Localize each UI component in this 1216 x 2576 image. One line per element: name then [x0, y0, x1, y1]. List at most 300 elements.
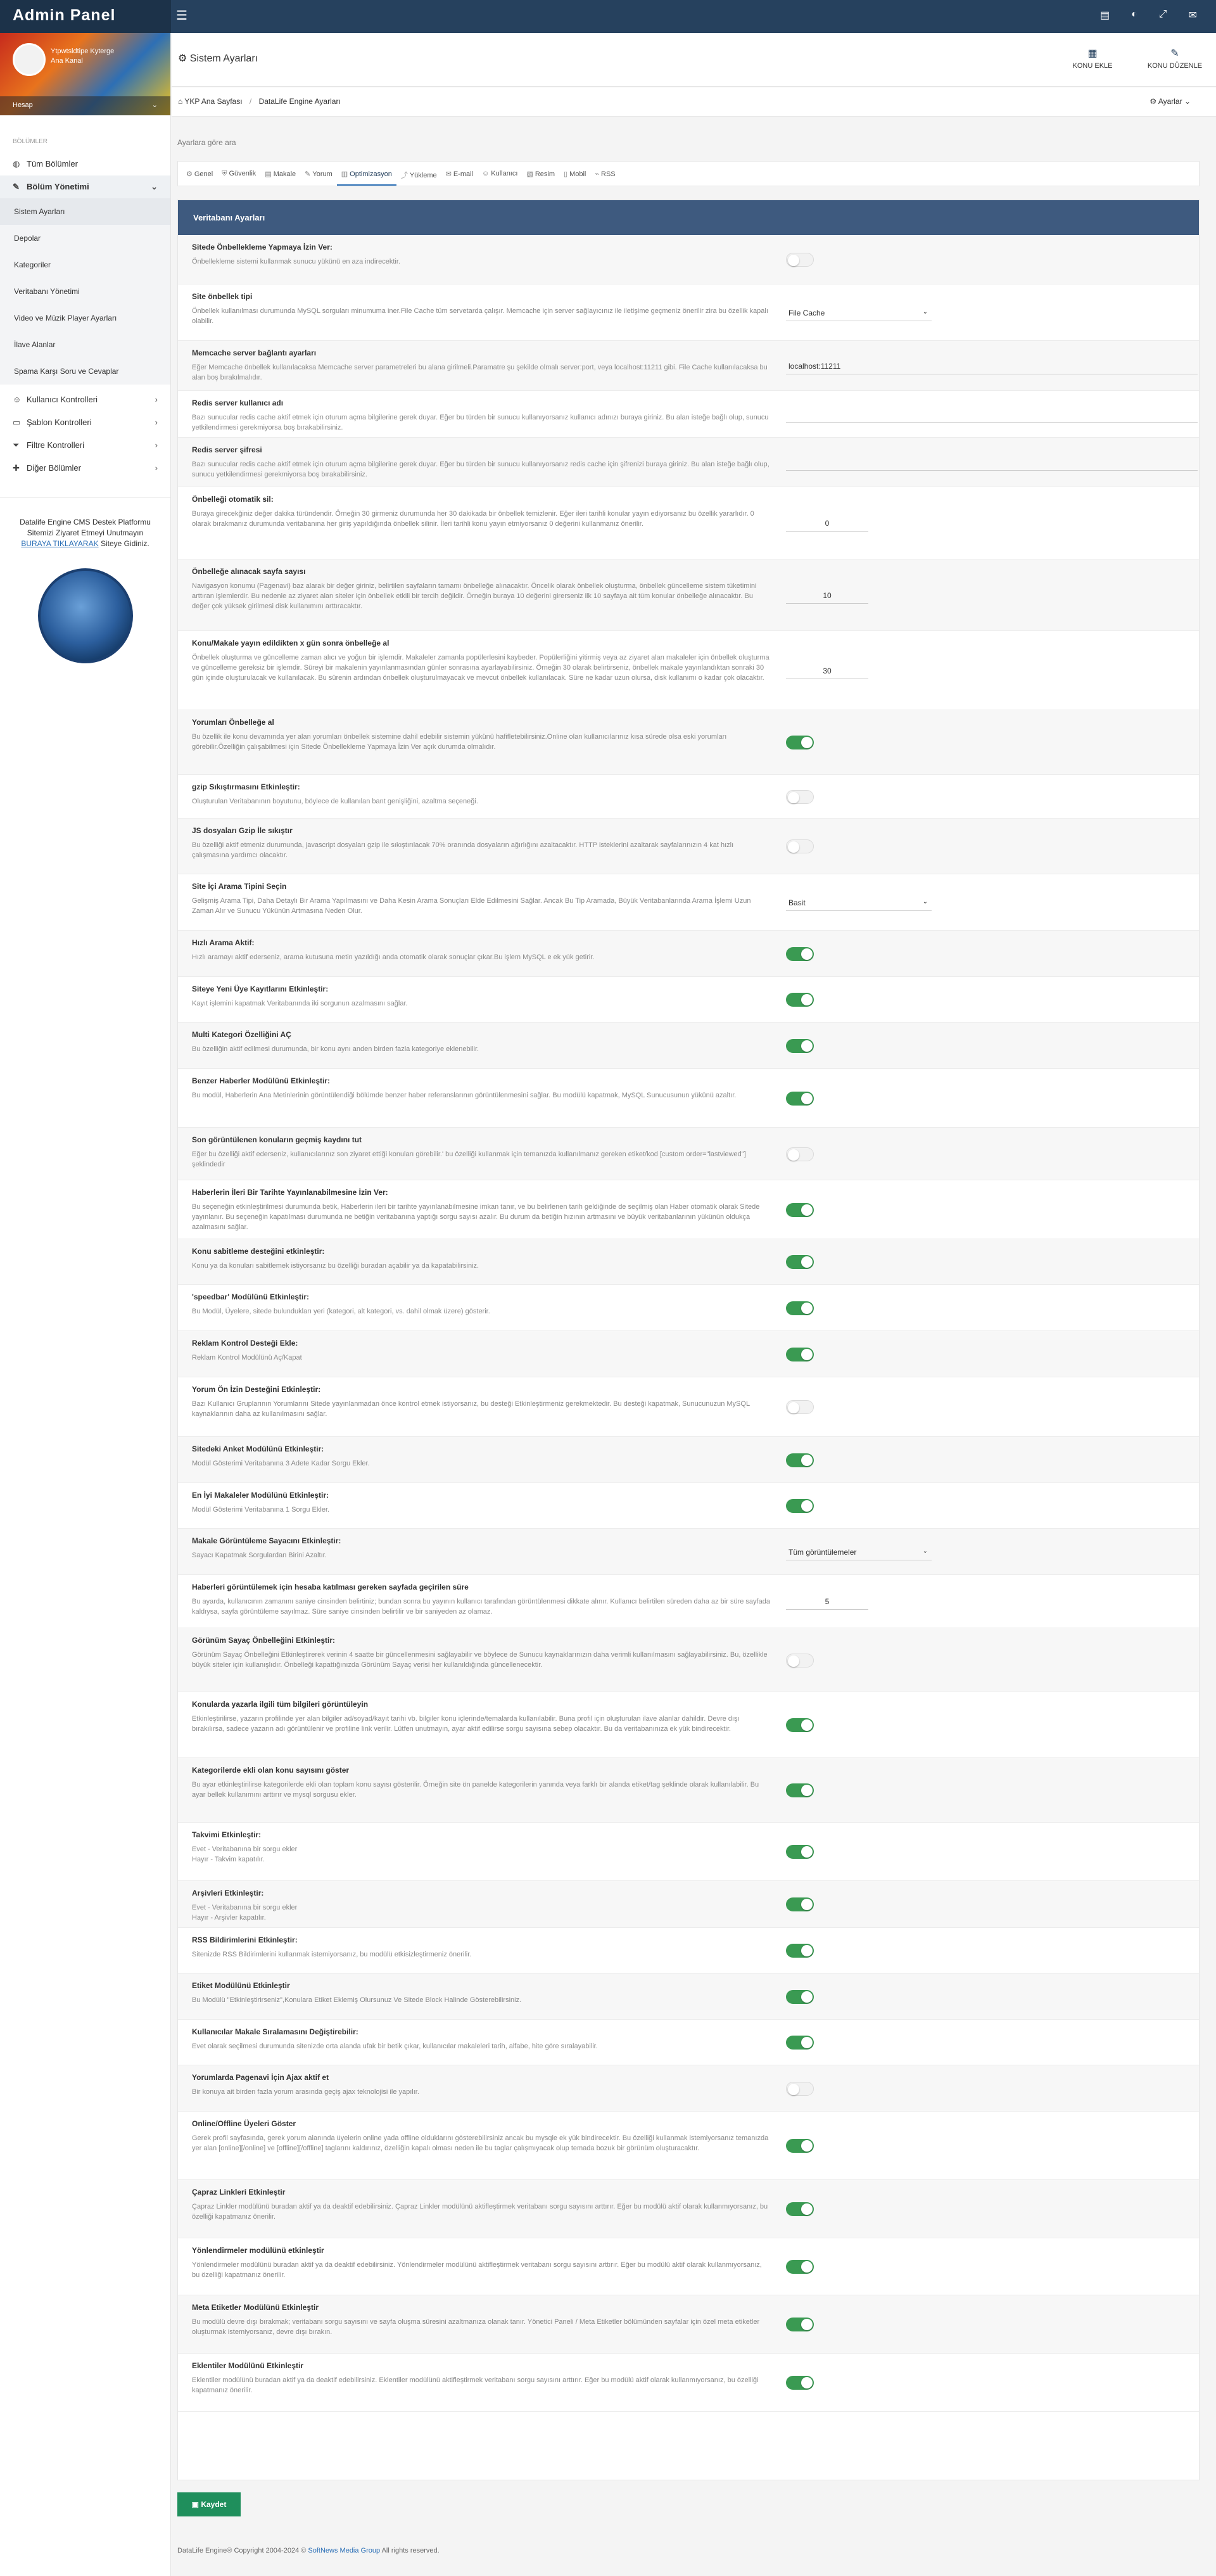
save-icon: ▣: [191, 2500, 201, 2509]
setting-description: Bazı sunucular redis cache aktif etmek için oturum açma bilgilerine gerek duyar. Eğer bu türden bir sunucu kullanıyorsanız kullanıcı adınızı buraya giriniz. Bu alan isteğe bağlı olup, sunucu yetkilendirmesi gerekmiyorsa boş bırakabilirsiniz.: [192, 414, 769, 431]
save-button[interactable]: [177, 2492, 241, 2516]
toggle-knob: [788, 1655, 799, 1667]
setting-title: En İyi Makaleler Modülünü Etkinleştir:: [192, 1491, 329, 1500]
setting-toggle[interactable]: [786, 1499, 814, 1513]
setting-description: Bu seçeneğin etkinleştirilmesi durumunda betik, Haberlerin ileri bir tarihte yayınlanabilmesine imkan tanır, ve bu belirlenen tarih geldiğinde de seçilmiş olan Haber otomatik olarak Sitede yayınlanır. Bu seçeneğin kapatılması durumunda ne betiğin veritabanına yaptığı sorgu sayısı azalır. Bu durum da betiğin hızının artmasını ve büyük veritabanlarının yükünün oldukça azalmasını sağlar.: [192, 1203, 760, 1231]
footer: [177, 2547, 440, 2554]
setting-row: [178, 977, 1199, 1023]
setting-toggle[interactable]: [786, 1654, 814, 1667]
toggle-knob: [801, 1256, 813, 1268]
setting-description: Bu Modül, Üyelere, sitede bulundukları yeri (kategori, alt kategori, vs. dahil olmak üzere) gösterir.: [192, 1308, 490, 1315]
setting-row: [178, 438, 1199, 487]
setting-toggle[interactable]: [786, 1897, 814, 1911]
setting-toggle[interactable]: [786, 790, 814, 804]
setting-row: [178, 1069, 1199, 1128]
setting-toggle[interactable]: [786, 1092, 814, 1106]
sidebar-item-label: Tüm Bölümler: [27, 159, 78, 169]
setting-description: Sitenizde RSS Bildirimlerini kullanmak istemiyorsanız, bu modülü etkisizleştirmeniz önerilir.: [192, 1951, 472, 1958]
setting-toggle[interactable]: [786, 1400, 814, 1414]
chevron-right-icon: ›: [155, 395, 158, 404]
setting-description: Evet olarak seçilmesi durumunda sitenizde orta alanda ufak bir betik çıkar, kullanıcılar makaleleri tarih, alfabe, hite göre sıralayabilir.: [192, 2043, 598, 2050]
setting-title: Konu sabitleme desteğini etkinleştir:: [192, 1247, 325, 1256]
toggle-knob: [801, 2319, 813, 2330]
cogs-icon: ⚙: [178, 53, 190, 64]
setting-description: Bu ayar etkinleştirilirse kategorilerde ekli olan toplam konu sayısı gösterilir. Örneğin site ön panelde kategorilerin yanında veya farklı bir alanda etiket/tag şeklinde olarak kullanılabilir. Bu ayar bellek kullanımını arttırır ve mysql sorgusu ekler.: [192, 1781, 759, 1799]
setting-title: Multi Kategori Özelliğini AÇ: [192, 1030, 291, 1039]
setting-description: Bir konuya ait birden fazla yorum arasında geçiş ajax teknolojisi ile yapılır.: [192, 2088, 419, 2096]
doc-add-icon: ▦: [1087, 48, 1098, 59]
account-label: Hesap: [13, 101, 33, 109]
setting-row: [178, 1239, 1199, 1285]
setting-row: [178, 1823, 1199, 1881]
footer-link[interactable]: SoftNews Media Group: [308, 2547, 381, 2554]
toggle-knob: [801, 2261, 813, 2273]
setting-row: [178, 487, 1199, 559]
setting-row: [178, 2020, 1199, 2065]
setting-select[interactable]: [786, 895, 932, 911]
setting-row: [178, 1973, 1199, 2020]
globe-icon: ◍: [13, 159, 20, 169]
tab-1[interactable]: [217, 162, 260, 186]
setting-toggle[interactable]: [786, 839, 814, 853]
tab-icon: ✎: [305, 170, 311, 178]
setting-toggle[interactable]: [786, 1990, 814, 2004]
edit-post-label: KONU DÜZENLE: [1147, 62, 1203, 70]
setting-row: [178, 559, 1199, 631]
add-post-label: KONU EKLE: [1072, 62, 1113, 70]
setting-title: Meta Etiketler Modülünü Etkinleştir: [192, 2303, 319, 2312]
toggle-knob: [801, 994, 813, 1005]
setting-row: [178, 2354, 1199, 2412]
tab-icon: ⌁: [595, 170, 599, 178]
sidebar-subitem[interactable]: Spama Karşı Soru ve Cevaplar: [14, 367, 119, 376]
setting-toggle[interactable]: [786, 1039, 814, 1053]
filter-icon: ⏷: [13, 440, 20, 450]
toggle-knob: [801, 2037, 813, 2048]
tab-icon: ✉: [445, 170, 452, 178]
setting-title: Haberleri görüntülemek için hesaba katılması gereken sayfada geçirilen süre: [192, 1583, 469, 1591]
setting-description: Önbellek oluşturma ve güncelleme zaman alıcı ve yoğun bir işlemdir. Makaleler zamanla popülerlesini kaybeder. Popülerliğini yitirmiş veya az ziyaret alan makaleler için önbellek oluşturma ve güncelleme gereksiz bir işlemdir. Süreyi bir makalenin yayınlanmasından günler sonrasına ayarlayabilirsiniz. Örneğin 30 olarak belirtirseniz, önbellek makale yayınlandıktan sonraki 30 gün içinde oluşturulacak ve kullanılacak. Bu sürenin ardından önbellek oluşturulmayacak ve mevcut önbellek kullanılacak. Süre ne kadar uzun olursa, disk kullanımı o kadar çok olacaktır.: [192, 654, 770, 682]
sidebar-subitem[interactable]: Depolar: [14, 234, 41, 243]
setting-row: [178, 931, 1199, 977]
globe-icon[interactable]: ◐: [1131, 9, 1137, 20]
toggle-knob: [801, 1303, 813, 1314]
tab-label: Kullanıcı: [491, 170, 518, 177]
setting-description: Konu ya da konuları sabitlemek istiyorsanız bu özelliği buradan açabilir ya da kapatabilirsiniz.: [192, 1262, 479, 1270]
setting-row: [178, 341, 1199, 391]
add-post-button[interactable]: [1064, 47, 1121, 70]
toggle-knob: [801, 1093, 813, 1104]
toggle-knob: [801, 948, 813, 960]
avatar[interactable]: [13, 43, 46, 76]
setting-toggle[interactable]: [786, 993, 814, 1007]
edit-post-button[interactable]: [1146, 47, 1203, 70]
setting-title: Sitedeki Anket Modülünü Etkinleştir:: [192, 1444, 324, 1453]
sidebar-subitem[interactable]: Veritabanı Yönetimi: [14, 287, 80, 296]
setting-description: Evet - Veritabanına bir sorgu ekler Hayır - Arşivler kapatılır.: [192, 1904, 298, 1922]
setting-toggle[interactable]: [786, 1845, 814, 1859]
select-value: Basit: [788, 898, 806, 907]
setting-number-input[interactable]: 5: [786, 1593, 868, 1610]
setting-row: [178, 2065, 1199, 2112]
footer-copyright: DataLife Engine® Copyright 2004-2024 ©: [177, 2547, 307, 2554]
toggle-knob: [788, 1402, 799, 1413]
tab-label: Yorum: [312, 170, 332, 178]
setting-description: Bu modül, Haberlerin Ana Metinlerinin görüntülendiği bölümde benzer haber referanslarının görüntülenmesini sağlar. Bu modülü kapatmak, MySQL Sunucusunun yükünü azaltır.: [192, 1092, 737, 1099]
sidebar-subitem[interactable]: İlave Alanlar: [14, 340, 56, 349]
setting-description: Gerek profil sayfasında, gerek yorum alanında üyelerin online yada offline olduklarını gösterebilirsiniz ancak bu mysqle ek yük bindirecektir. Bu özelliği kullanmak istemiyorsanız temanızda yer alan [online][/online] ve [offline][/offline] taglarını kaldırınız, özelliğin kapalı olması neden ile bu taglar çalışmıyacak olup temada bozuk bir görünüm oluşturacaktır.: [192, 2134, 769, 2152]
tab-label: Yükleme: [409, 172, 437, 179]
setting-title: Yorumları Önbelleğe al: [192, 718, 274, 727]
setting-description: Bu modülü devre dışı bırakmak; veritabanı sorgu sayısını ve sayfa oluşma süresini azaltmanıza olanak tanır. Yönetici Paneli / Meta Etiketler bölümünden sayfalar için özel meta etiketler oluşturmak istemiyorsanız, devre dışı bırakın.: [192, 2318, 760, 2336]
setting-title: Hızlı Arama Aktif:: [192, 938, 255, 947]
setting-input[interactable]: localhost:11211: [786, 358, 1198, 374]
promo-suffix: Siteye Gidiniz.: [100, 539, 149, 548]
setting-row: [178, 1437, 1199, 1483]
edit-icon: ✎: [1170, 48, 1179, 59]
tab-label: E-mail: [453, 170, 473, 178]
breadcrumb-current: DataLife Engine Ayarları: [258, 97, 341, 106]
setting-row: [178, 819, 1199, 874]
setting-description: Bu özelliği aktif etmeniz durumunda, javascript dosyaları gzip ile sıkıştırılacak 70% oranında dosyaların ağırlığını azaltacaktır. HTTP isteklerini azaltarak sayfalarınızın 4 kat hızlı çalışmasına yardımcı olacaktır.: [192, 841, 734, 859]
setting-description: Görünüm Sayaç Önbelleğini Etkinleştirerek verinin 4 saatte bir güncellenmesini sağlayabilir ve böylece de Sunucu kaynaklarınızın daha verimli kullanılmasını sağlayabilirsiniz. Bu, özellikle büyük siteler için kullanışlıdır. Önbelleği kapattığınızda Görünüm Sayaç verisi her kullanıldığında güncellenecektir.: [192, 1651, 768, 1669]
setting-toggle[interactable]: [786, 1203, 814, 1217]
tab-5[interactable]: [396, 162, 441, 186]
sidebar-item-label: Kullanıcı Kontrolleri: [27, 395, 98, 404]
setting-title: Takvimi Etkinleştir:: [192, 1830, 262, 1839]
setting-row: [178, 2180, 1199, 2238]
setting-row: [178, 2295, 1199, 2354]
setting-toggle[interactable]: [786, 1255, 814, 1269]
sidebar-item-label: Filtre Kontrolleri: [27, 440, 85, 450]
setting-description: Kayıt işlemini kapatmak Veritabanında iki sorgunun azalmasını sağlar.: [192, 1000, 408, 1007]
setting-description: Eklentiler modülünü buradan aktif ya da deaktif edebilirsiniz. Eklentiler modülünü aktifleştirmek veritabanı sorgu sayısını arttırır. Eğer bu modülü aktif olarak kullanmıyorsanız, bu özelliği kapatmanız önerilir.: [192, 2376, 759, 2394]
setting-description: Bu Modülü "Etkinleştirirseniz",Konulara Etiket Eklemiş Olursunuz Ve Sitede Block Halinde Gösterebilirsiniz.: [192, 1996, 522, 2004]
setting-row: [178, 1529, 1199, 1575]
setting-row: [178, 284, 1199, 341]
toggle-knob: [801, 1349, 813, 1360]
setting-description: Önbellek kullanılması durumunda MySQL sorguları minumuma iner.File Cache tüm servetarda çalışır. Memcache için server sağlayıcınız ile iletişime geçmeniz önerilir zira bu özellik kapalı olabilir.: [192, 307, 768, 325]
setting-title: Önbelleği otomatik sil:: [192, 495, 274, 504]
tab-label: RSS: [601, 170, 616, 178]
setting-toggle[interactable]: [786, 2376, 814, 2390]
setting-title: Siteye Yeni Üye Kayıtlarını Etkinleştir:: [192, 985, 329, 993]
toggle-knob: [788, 255, 799, 266]
setting-description: Etkinleştirilirse, yazarın profilinde yer alan bilgiler ad/soyad/kayıt tarihi vb. bilgiler konu içlerinde/temalarda kullanılabilir. Buna profil için oluşturulan ilave alanlar dahildir. Devre dışı bırakılırsa, sadece yazarın adı görüntülenir ve profiline link verilir. Lütfen unutmayın, ayar aktif edilirse sorgu sayısına sebep olacaktır. Bu da veritabanınıza ek yük bindirecektir.: [192, 1715, 740, 1733]
chevron-down-icon: ⌄: [151, 101, 158, 109]
sidebar-item-label: Şablon Kontrolleri: [27, 418, 92, 427]
setting-title: JS dosyaları Gzip İle sıkıştır: [192, 826, 293, 835]
setting-toggle[interactable]: [786, 2318, 814, 2331]
setting-title: Site önbellek tipi: [192, 292, 253, 301]
setting-row: [178, 1285, 1199, 1331]
tab-label: Mobil: [569, 170, 586, 178]
toggle-knob: [801, 1899, 813, 1910]
setting-input[interactable]: [786, 406, 1198, 423]
setting-row: [178, 1575, 1199, 1628]
sidebar-item-0-more_items[interactable]: [0, 388, 170, 411]
setting-toggle[interactable]: [786, 2260, 814, 2274]
toggle-knob: [801, 737, 813, 748]
setting-row: [178, 1881, 1199, 1928]
breadcrumb-home[interactable]: YKP Ana Sayfası: [184, 97, 243, 106]
setting-description: Buraya girecekğiniz değer dakika türündendir. Örneğin 30 girmeniz durumunda her 30 dakikada bir önbellek temizlenir. Eğer ileri tarihli konular yayın ediyorsanız bu özellik yararlıdır. 0 olarak bırakmanız durumunda veritabanına her giriş yapıldığında önbellek silinir. İleri tarihli konu yayın etmiyorsanız 0 değerini kullanmanız önerilir.: [192, 510, 754, 528]
tab-icon: ⤴: [400, 172, 408, 179]
panel-title: Veritabanı Ayarları: [178, 200, 1199, 236]
toggle-knob: [801, 1455, 813, 1466]
select-value: File Cache: [788, 309, 825, 317]
setting-title: 'speedbar' Modülünü Etkinleştir:: [192, 1292, 310, 1301]
promo-box: [0, 497, 170, 663]
setting-description: Yönlendirmeler modülünü buradan aktif ya da deaktif edebilirsiniz. Yönlendirmeler modülünü aktifleştirmek veritabanı sorgu sayısını arttırır. Eğer bu modülü aktif olarak kullanmıyorsanız, bu özelliği kapatmanız önerilir.: [192, 2261, 762, 2279]
setting-description: Bu özelliğin aktif edilmesi durumunda, bir konu aynı anden birden fazla kategoriye eklenebilir.: [192, 1045, 479, 1053]
setting-row: [178, 775, 1199, 819]
chevron-down-icon: ⌄: [151, 182, 158, 191]
mail-icon[interactable]: ✉: [1188, 10, 1197, 21]
setting-row: [178, 1180, 1199, 1239]
template-icon: ▭: [13, 418, 21, 427]
chevron-right-icon: ›: [155, 463, 158, 473]
setting-title: Konularda yazarla ilgili tüm bilgileri görüntüleyin: [192, 1700, 369, 1709]
setting-title: Online/Offline Üyeleri Göster: [192, 2119, 296, 2128]
setting-title: Reklam Kontrol Desteği Ekle:: [192, 1339, 298, 1348]
home-icon[interactable]: ⌂: [178, 97, 185, 106]
setting-select[interactable]: [786, 1544, 932, 1560]
setting-row: [178, 1692, 1199, 1758]
tab-icon: ▥: [341, 170, 348, 178]
toggle-knob: [801, 2377, 813, 2388]
toggle-knob: [801, 1846, 813, 1858]
account-menu[interactable]: [0, 96, 170, 115]
toggle-knob: [801, 1719, 813, 1731]
brand-logo[interactable]: Admin Panel: [0, 0, 171, 33]
sidebar-item-2-more_items[interactable]: [0, 434, 170, 457]
tab-label: Optimizasyon: [350, 170, 392, 178]
tab-10[interactable]: [590, 162, 619, 186]
tab-6[interactable]: [441, 162, 478, 186]
setting-title: Yönlendirmeler modülünü etkinleştir: [192, 2246, 324, 2255]
tab-7[interactable]: [478, 162, 522, 186]
setting-toggle[interactable]: [786, 2036, 814, 2050]
setting-number-input[interactable]: 30: [786, 663, 868, 679]
menu-toggle-icon[interactable]: ☰: [176, 9, 187, 23]
setting-title: Haberlerin İleri Bir Tarihte Yayınlanabilmesine İzin Ver:: [192, 1188, 388, 1197]
chevron-down-icon: ⌄: [922, 898, 928, 905]
profile-subtitle: Ana Kanal: [51, 57, 83, 65]
setting-description: Bu özellik ile konu devamında yer alan yorumları önbellek sistemine dahil edebilir sistemin yükünü hafifletebilirsiniz.Online olan kullanıcılarınız kısa sürede olsa eski yorumları görebilir.Özelliğin çalışabilmesi için Sitede Önbellekleme Yapmaya İzin Ver açık durumda olmalıdır.: [192, 733, 727, 751]
setting-title: Sitede Önbellekleme Yapmaya İzin Ver:: [192, 243, 332, 252]
setting-description: Modül Gösterimi Veritabanına 3 Adete Kadar Sorgu Ekler.: [192, 1460, 370, 1467]
tab-label: Güvenlik: [229, 170, 256, 177]
gear-icon: ⚙: [1150, 97, 1158, 106]
platform-seal-logo: [38, 568, 133, 663]
tab-label: Resim: [535, 170, 555, 178]
promo-text: Datalife Engine CMS Destek Platformu Sitemizi Ziyaret Etmeyi Unutmayın: [20, 518, 151, 537]
fullscreen-icon[interactable]: ⤢: [1158, 9, 1167, 20]
setting-row: [178, 631, 1199, 710]
toggle-knob: [801, 2203, 813, 2215]
setting-title: Çapraz Linkleri Etkinleştir: [192, 2188, 286, 2197]
puzzle-icon: ✚: [13, 463, 20, 473]
toggle-knob: [801, 1204, 813, 1216]
toggle-knob: [788, 792, 799, 803]
tab-icon: ⚙: [186, 170, 193, 178]
sidebar-subitem[interactable]: Video ve Müzik Player Ayarları: [14, 314, 117, 322]
setting-toggle[interactable]: [786, 1944, 814, 1958]
profile-name: Ytpwtsldtipe Kyterge: [51, 48, 115, 55]
setting-toggle[interactable]: [786, 1453, 814, 1467]
page-header: [172, 33, 1216, 87]
toggle-knob: [801, 1945, 813, 1956]
setting-toggle[interactable]: [786, 2139, 814, 2153]
tab-label: Makale: [273, 170, 296, 178]
setting-title: Son görüntülenen konuların geçmiş kaydını tut: [192, 1135, 362, 1144]
setting-description: Bazı Kullanıcı Gruplarının Yorumlarını Sitede yayınlanmadan önce kontrol etmek istiyorsanız, bu desteği Etkinleştirmeniz gerekmektedir. Bu desteği kapatmak, Sunucunuzun MySQL kaynaklarının daha az kullanılmasını sağlar.: [192, 1400, 750, 1418]
toggle-knob: [801, 2140, 813, 2152]
toggle-knob: [788, 1149, 799, 1161]
settings-search-input[interactable]: [177, 136, 557, 150]
sidebar-subitem[interactable]: Kategoriler: [14, 260, 51, 269]
tab-3[interactable]: [300, 162, 337, 186]
setting-toggle[interactable]: [786, 736, 814, 749]
tab-icon: ⛨: [222, 170, 227, 177]
setting-title: Kategorilerde ekli olan konu sayısını göster: [192, 1766, 350, 1775]
setting-row: [178, 2238, 1199, 2295]
setting-description: Eğer bu özelliği aktif ederseniz, kullanıcılarınız son ziyaret ettiği konuları görebilir.' bu özelliği kullanmak için temanızda kullanılmanız gereken etiket/kod [custom order="lastviewed"] şeklindedir: [192, 1151, 746, 1168]
tab-8[interactable]: [522, 162, 559, 186]
setting-title: Kullanıcılar Makale Sıralamasını Değiştirebilir:: [192, 2027, 358, 2036]
users-icon: ☺: [13, 395, 22, 404]
setting-row: [178, 235, 1199, 284]
select-value: Tüm görüntülemeler: [788, 1548, 857, 1557]
setting-row: [178, 1758, 1199, 1823]
chevron-right-icon: ›: [155, 418, 158, 427]
setting-number-input[interactable]: 0: [786, 515, 868, 532]
setting-description: Bazı sunucular redis cache aktif etmek için oturum açma bilgilerine gerek duyar. Eğer bu türden bir sunucu kullanıyorsanız redis cache için şifrenizi buraya giriniz. Bu alan isteğe bağlı olup, sunucu yetkilendirmesi gerekmiyorsa boş bırakabilirsiniz.: [192, 461, 770, 478]
setting-title: Benzer Haberler Modülünü Etkinleştir:: [192, 1076, 331, 1085]
sidebar-item-label: Diğer Bölümler: [27, 463, 81, 473]
setting-toggle[interactable]: [786, 947, 814, 961]
setting-title: Etiket Modülünü Etkinleştir: [192, 1981, 290, 1990]
toggle-knob: [788, 2084, 799, 2095]
setting-title: RSS Bildirimlerini Etkinleştir:: [192, 1935, 298, 1944]
sidebar-item-1-items[interactable]: [0, 175, 170, 198]
top-bar: [0, 0, 1216, 33]
setting-title: Memcache server bağlantı ayarları: [192, 348, 317, 357]
setting-row: [178, 1023, 1199, 1069]
setting-toggle[interactable]: [786, 1348, 814, 1361]
sidebar-item-0-items[interactable]: [0, 153, 170, 175]
setting-input[interactable]: [786, 454, 1198, 471]
setting-description: Modül Gösterimi Veritabanına 1 Sorgu Ekler.: [192, 1506, 330, 1514]
setting-description: Reklam Kontrol Modülünü Aç/Kapat: [192, 1354, 302, 1361]
setting-toggle[interactable]: [786, 2202, 814, 2216]
setting-toggle[interactable]: [786, 2082, 814, 2096]
sidebar-item-3-more_items[interactable]: [0, 457, 170, 480]
setting-description: Eğer Memcache önbellek kullanılacaksa Memcache server parametreleri bu alana girilmeli.Paramatre şu şekilde olmalı server:port, veya localhost:11211 gibi. File Cache kullanılacaksa bu alan boş bırakılmalıdır.: [192, 364, 768, 381]
setting-row: [178, 1128, 1199, 1180]
setting-toggle[interactable]: [786, 1718, 814, 1732]
wrench-icon: ✎: [13, 182, 20, 191]
tab-icon: ▧: [526, 170, 533, 178]
tab-9[interactable]: [559, 162, 590, 186]
promo-link[interactable]: BURAYA TIKLAYARAK: [21, 539, 99, 548]
setting-row: [178, 1928, 1199, 1973]
setting-title: Konu/Makale yayın edildikten x gün sonra önbelleğe al: [192, 639, 390, 647]
setting-title: gzip Sıkıştırmasını Etkinleştir:: [192, 782, 300, 791]
setting-row: [178, 874, 1199, 931]
book-icon[interactable]: ▤: [1099, 10, 1110, 21]
settings-tabs: [177, 161, 1200, 186]
settings-dropdown[interactable]: ⚙ Ayarlar ⌄: [1150, 97, 1191, 106]
setting-toggle[interactable]: [786, 253, 814, 267]
chevron-right-icon: ›: [155, 440, 158, 450]
tab-2[interactable]: [260, 162, 300, 186]
setting-row: [178, 391, 1199, 438]
setting-row: [178, 2112, 1199, 2180]
chevron-down-icon: ⌄: [922, 309, 928, 316]
setting-title: Redis server kullanıcı adı: [192, 399, 284, 407]
save-label: Kaydet: [201, 2500, 227, 2509]
sidebar: [0, 33, 171, 2576]
toggle-knob: [801, 1040, 813, 1052]
setting-select[interactable]: [786, 305, 932, 321]
sidebar-subitem[interactable]: Sistem Ayarları: [0, 198, 170, 225]
toggle-knob: [801, 1991, 813, 2003]
breadcrumb: ⌂ YKP Ana Sayfası / DataLife Engine Ayarları ⚙ Ayarlar ⌄: [172, 87, 1216, 117]
setting-description: Oluşturulan Veritabanının boyutunu, böylece de kullanılan bant genişliğini, azaltma seçeneği.: [192, 798, 478, 805]
setting-title: Görünüm Sayaç Önbelleğini Etkinleştir:: [192, 1636, 336, 1645]
section-label: BÖLÜMLER: [13, 138, 48, 145]
setting-title: Redis server şifresi: [192, 445, 262, 454]
profile-card: [0, 33, 170, 115]
setting-title: Önbelleğe alınacak sayfa sayısı: [192, 567, 306, 576]
tab-0[interactable]: [182, 162, 217, 186]
setting-number-input[interactable]: 10: [786, 587, 868, 604]
setting-description: Navigasyon konumu (Pagenavi) baz alarak bir değer giriniz, belirtilen sayfaların tamamı önbelleğe alınacaktır. Öncelik olarak önbellek oluşturma, önbellek güncelleme sistem tüketimini arttıran işlemlerdir. Bu nedenle az ziyaret alan siteler için önbellek etkili bir tercih değildir. Örneğin buraya 10 değerini girerseniz ilk 10 sayfaya ait tüm konular önbelleğe alınacaktır. Bu değer çok yüksek girilmesi disk kullanımını arttıracaktır.: [192, 582, 757, 610]
sidebar-item-1-more_items[interactable]: [0, 411, 170, 434]
toggle-knob: [801, 1500, 813, 1512]
setting-toggle[interactable]: [786, 1783, 814, 1797]
tab-icon: ▤: [265, 170, 272, 178]
toggle-knob: [788, 841, 799, 853]
tab-icon: ▯: [564, 170, 568, 178]
setting-title: Yorum Ön İzin Desteğini Etkinleştir:: [192, 1385, 321, 1394]
setting-row: [178, 1483, 1199, 1529]
setting-title: Arşivleri Etkinleştir:: [192, 1889, 264, 1897]
sidebar-item-label: Bölüm Yönetimi: [27, 182, 89, 191]
setting-title: Eklentiler Modülünü Etkinleştir: [192, 2361, 304, 2370]
setting-title: Yorumlarda Pagenavi İçin Ajax aktif et: [192, 2073, 329, 2082]
toggle-knob: [801, 1785, 813, 1796]
setting-description: Hızlı aramayı aktif ederseniz, arama kutusuna metin yazıldığı anda otomatik olarak sonuçlar çıkar.Bu işlem MySQL e ek yük getirir.: [192, 953, 595, 961]
setting-row: [178, 1377, 1199, 1437]
setting-toggle[interactable]: [786, 1147, 814, 1161]
tab-icon: ☺: [482, 170, 490, 177]
chevron-down-icon: ⌄: [922, 1548, 928, 1555]
setting-row: [178, 710, 1199, 775]
setting-toggle[interactable]: [786, 1301, 814, 1315]
setting-row: [178, 1628, 1199, 1692]
setting-description: Çapraz Linkler modülünü buradan aktif ya da deaktif edebilirsiniz. Çapraz Linkler modülünü aktifleştirmek veritabanı sorgu sayısını arttırır. Eğer bu modülü aktif olarak kullanmıyorsanız, bu özelliği kapatmanız önerilir.: [192, 2203, 768, 2221]
setting-description: Önbellekleme sistemi kullanmak sunucu yükünü en aza indirecektir.: [192, 258, 400, 265]
tab-4[interactable]: [337, 162, 396, 186]
settings-dropdown-label: Ayarlar: [1158, 97, 1182, 106]
setting-description: Bu ayarda, kullanıcının zamanını saniye cinsinden belirtiniz; bundan sonra bu yayının kullanıcı tarafından görüntülenmesi dikkate alınır. Kullanıcı belirtilen süreden daha az bir süre sayfada kaldıysa, sayfa görüntüleme sayılmaz. Süre saniye cinsinden belirtilir ve bir saniyeden az olamaz.: [192, 1598, 770, 1616]
setting-title: Site İçi Arama Tipini Seçin: [192, 882, 287, 891]
settings-panel: [177, 200, 1200, 2480]
setting-row: [178, 1331, 1199, 1377]
